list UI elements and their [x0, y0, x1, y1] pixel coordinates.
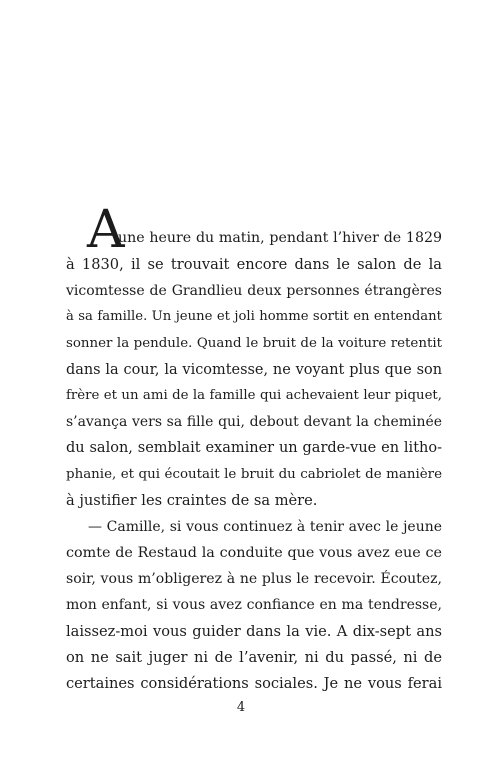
paragraph-2-line: — Camille, si vous continuez à tenir avec le jeune: [88, 518, 442, 535]
paragraph-1-line: à justifier les craintes de sa mère.: [66, 491, 318, 509]
paragraph-1-line: du salon, semblait examiner un garde-vue en litho-: [66, 440, 442, 457]
paragraph-1-line: sonner la pendule. Quand le bruit de la voiture retentit: [66, 335, 442, 351]
body-text: [66, 200, 442, 697]
paragraph-1-line-text: une heure du matin, pendant l’hiver de 1829: [118, 230, 442, 246]
paragraph-2-line: comte de Restaud la conduite que vous avez eue ce: [66, 545, 442, 562]
paragraph-2-line: soir, vous m’obligerez à ne plus le recevoir. Écoutez,: [66, 571, 442, 588]
paragraph-1-line: à sa famille. Un jeune et joli homme sortit en entendant: [66, 309, 442, 325]
page-number: 4: [236, 700, 246, 715]
paragraph-1-line: vicomtesse de Grandlieu deux personnes étrangères: [66, 283, 442, 300]
paragraph-1-line: à 1830, il se trouvait encore dans le salon de la: [66, 256, 442, 273]
paragraph-2-line: mon enfant, si vous avez confiance en ma tendresse,: [66, 597, 442, 614]
paragraph-1-line: dans la cour, la vicomtesse, ne voyant plus que son: [66, 361, 442, 378]
paragraph-2-line: certaines considérations sociales. Je ne vous ferai: [66, 675, 442, 692]
drop-cap: A: [87, 200, 125, 260]
paragraph-2-line: laissez-moi vous guider dans la vie. A dix-sept ans: [66, 622, 442, 640]
paragraph-1-line-1: [66, 200, 442, 260]
paragraph-1-line: phanie, et qui écoutait le bruit du cabriolet de manière: [66, 466, 442, 482]
paragraph-1-line: frère et un ami de la famille qui achevaient leur piquet,: [66, 387, 442, 403]
paragraph-1-line: s’avança vers sa fille qui, debout devant la cheminée: [66, 414, 442, 431]
paragraph-2-line: on ne sait juger ni de l’avenir, ni du passé, ni de: [66, 648, 442, 666]
